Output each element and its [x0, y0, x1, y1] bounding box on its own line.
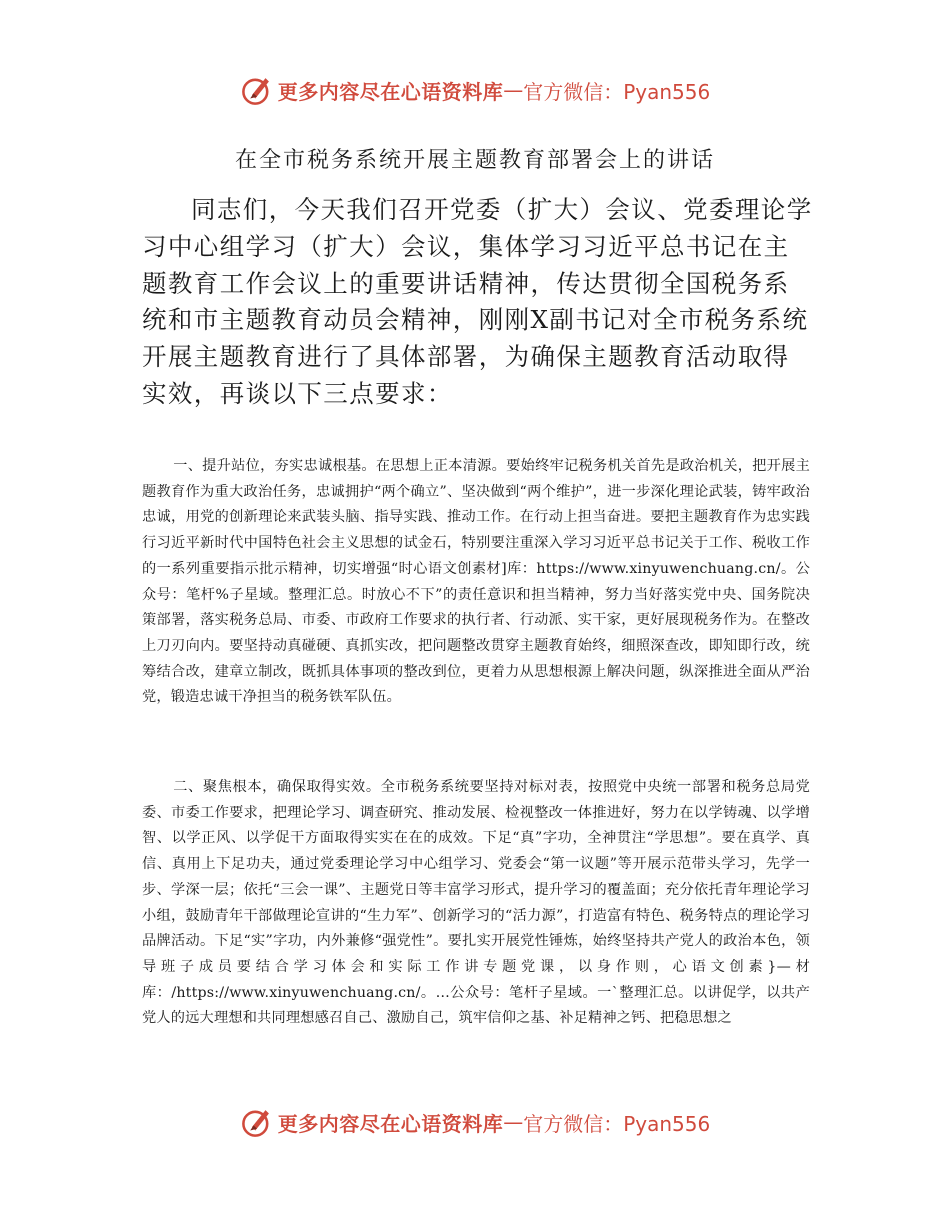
banner-wechat-text: 官方微信：Pyan556	[523, 79, 711, 104]
header-banner	[0, 70, 950, 110]
banner-wechat-text: 官方微信：Pyan556	[523, 1111, 711, 1136]
banner-separator: —	[503, 1110, 524, 1134]
footer-banner	[0, 1102, 950, 1142]
body-paragraph-2: 二、聚焦根本，确保取得实效。全市税务系统要坚持对标对表，按照党中央统一部署和税务总局党委、市委工作要求，把理论学习、调查研究、推动发展、检视整改一体推进好，努力在以学铸魂、以学增智、以学正风、以学促干方面取得实实在在的成效。下足“真”字功，全神贯注“学思想”。要在真学、真信、真用上下足功夫，通过党委理论学习中心组学习、党委会“第一议题”等开展示范带头学习，先学一步、学深一层；依托“三会一课”、主题党日等丰富学习形式，提升学习的覆盖面；充分依托青年理论学习小组，鼓励青年干部做理论宣讲的“生力军”、创新学习的“活力源”，打造富有特色、税务特点的理论学习品牌活动。下足“实”字功，内外兼修“强党性”。要扎实开展党性锤炼，始终坚持共产党人的政治本色，领导班子成员要结合学习体会和实际工作讲专题党课，以身作则，心语文创素}—材库：/https://www.xinyuwenchuang.cn/。…公众号：笔杆子星域。一`整理汇总。以讲促学，以共产党人的远大理想和共同理想感召自己、激励自己，筑牢信仰之基、补足精神之钙、把稳思想之	[142, 779, 810, 1027]
lead-paragraph: 同志们，今天我们召开党委（扩大）会议、党委理论学习中心组学习（扩大）会议，集体学习习近平总书记在主题教育工作会议上的重要讲话精神，传达贯彻全国税务系统和市主题教育动员会精神，刚刚X副书记对全市税务系统开展主题教育进行了具体部署，为确保主题教育活动取得实效，再谈以下三点要求：	[142, 195, 813, 408]
banner-brand-text: 更多内容尽在心语资料库	[277, 79, 504, 104]
banner-brand-text: 更多内容尽在心语资料库	[277, 1111, 504, 1136]
body-paragraph-1: 一、提升站位，夯实忠诚根基。在思想上正本清源。要始终牢记税务机关首先是政治机关，把开展主题教育作为重大政治任务，忠诚拥护“两个确立”、坚决做到“两个维护”，进一步深化理论武装，铸牢政治忠诚，用党的创新理论来武装头脑、指导实践、推动工作。在行动上担当奋进。要把主题教育作为忠实践行习近平新时代中国特色社会主义思想的试金石，特别要注重深入学习习近平总书记关于工作、税收工作的一系列重要指示批示精神，切实增强“时心语文创素材]库：https://www.xinyuwenchuang.cn/。公众号：笔杆%子星域。整理汇总。时放心不下”的责任意识和担当精神，努力当好落实党中央、国务院决策部署，落实税务总局、市委、市政府工作要求的执行者、行动派、实干家，更好展现税务作为。在整改上刀刃向内。要坚持动真碰硬、真抓实改，把问题整改贯穿主题教育始终，细照深查改，即知即行改，统筹结合改，建章立制改，既抓具体事项的整改到位，更着力从思想根源上解决问题，纵深推进全面从严治党，锻造忠诚干净担当的税务铁军队伍。	[142, 458, 810, 706]
pen-leaf-logo-icon	[240, 1105, 274, 1139]
pen-leaf-logo-icon	[240, 73, 274, 107]
banner-separator: —	[503, 78, 524, 102]
document-title: 在全市税务系统开展主题教育部署会上的讲话	[234, 148, 715, 173]
